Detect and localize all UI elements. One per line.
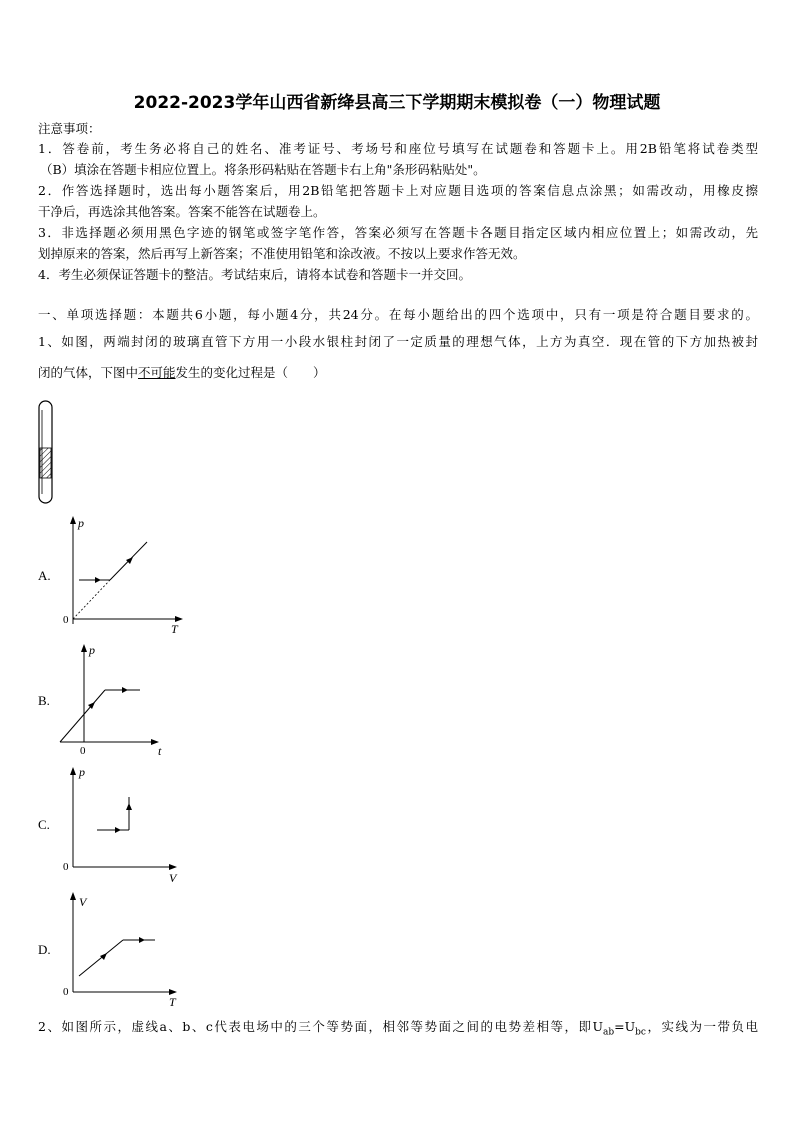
option-d-x-label: T [169, 995, 176, 1009]
notice-line-2: （B）填涂在答题卡相应位置上。将条形码粘贴在答题卡右上角"条形码粘贴处"。 [40, 162, 486, 177]
option-a-label[interactable]: A. [38, 568, 51, 583]
option-d-label[interactable]: D. [38, 942, 51, 957]
option-b-label[interactable]: B. [38, 693, 50, 708]
option-c-label[interactable]: C. [38, 817, 50, 832]
notice-line-5: 3．非选择题必须用黑色字迹的钢笔或签字笔作答，答案必须写在答题卡各题目指定区域内相应位置上；如需改动，先 [38, 225, 758, 240]
question-2-line-1: 2、如图所示，虚线a、b、c代表电场中的三个等势面，相邻等势面之间的电势差相等，即$U_{ab}=U_{bc}$，实线为一带负电 [38, 1019, 758, 1038]
option-b-y-label: p [89, 643, 95, 657]
notice-line-3: 2．作答选择题时，选出每小题答案后，用2B铅笔把答题卡上对应题目选项的答案信息点涂黑；如需改动，用橡皮擦 [38, 183, 759, 198]
option-c-y-label: p [79, 765, 85, 779]
glass-tube-figure [30, 398, 64, 508]
option-a-graph[interactable] [55, 512, 195, 640]
option-c-x-label: V [169, 871, 177, 885]
section-heading: 一、单项选择题：本题共6小题，每小题4分，共24分。在每小题给出的四个选项中，只有一项是符合题目要求的。 [38, 307, 758, 322]
emphasis-not-possible: 不可能 [138, 365, 176, 380]
option-b-origin: 0 [80, 745, 86, 757]
mercury-column [40, 448, 51, 478]
option-c-graph[interactable] [55, 763, 190, 885]
question-1-line-2: 闭的气体，下图中不可能发生的变化过程是（ ） [38, 365, 326, 380]
question-1-line-1: 1、如图，两端封闭的玻璃直管下方用一小段水银柱封闭了一定质量的理想气体，上方为真空．现在管的下方加热被封 [38, 334, 758, 349]
notice-line-7: 4．考生必须保证答题卡的整洁。考试结束后，请将本试卷和答题卡一并交回。 [38, 267, 471, 282]
option-b-graph[interactable] [55, 640, 180, 762]
notice-line-6: 划掉原来的答案，然后再写上新答案；不准使用铅笔和涂改液。不按以上要求作答无效。 [38, 246, 526, 261]
option-d-graph[interactable] [55, 888, 195, 1010]
notice-line-4: 干净后，再选涂其他答案。答案不能答在试题卷上。 [38, 204, 326, 219]
option-a-origin: 0 [63, 614, 69, 626]
option-b-x-label: t [158, 744, 162, 758]
option-c-origin: 0 [63, 861, 69, 873]
notice-heading: 注意事项： [38, 121, 101, 136]
option-a-x-label: T [171, 622, 178, 636]
option-d-origin: 0 [63, 986, 69, 998]
option-d-y-label: V [79, 895, 87, 909]
page-title: 2022-2023学年山西省新绛县高三下学期期末模拟卷（一）物理试题 [133, 93, 661, 113]
notice-line-1: 1．答卷前，考生务必将自己的姓名、准考证号、考场号和座位号填写在试题卷和答题卡上。用2B铅笔将试卷类型 [38, 141, 758, 156]
option-a-y-label: p [78, 516, 84, 530]
